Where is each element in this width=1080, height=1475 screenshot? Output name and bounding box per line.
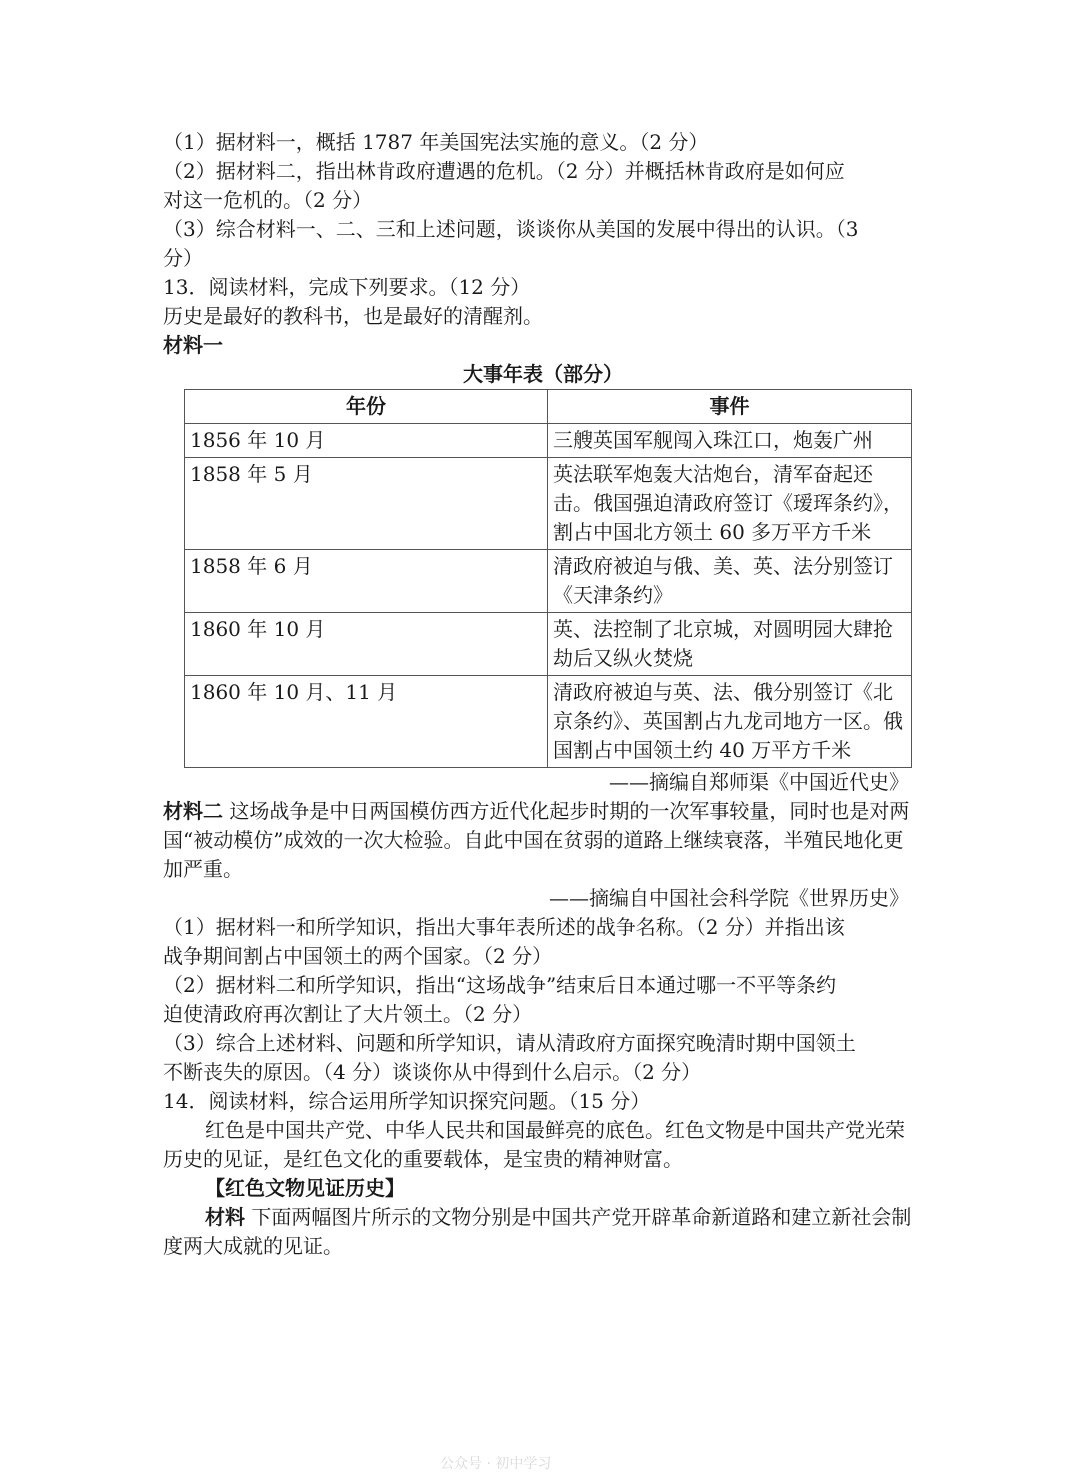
source-citation-1: ——摘编自郑师渠《中国近代史》 xyxy=(609,770,909,794)
table-header-year: 年份 xyxy=(185,390,548,424)
q13-intro: 历史是最好的教科书，也是最好的清醒剂。 xyxy=(163,304,543,328)
q13-question-line: 不断丧失的原因。（4 分）谈谈你从中得到什么启示。（2 分） xyxy=(163,1060,702,1084)
q14-intro: 红色是中国共产党、中华人民共和国最鲜亮的底色。红色文物是中国共产党光荣历史的见证，是红色文化的重要载体，是宝贵的精神财富。 xyxy=(163,1118,905,1171)
q12-line-4: （3）综合材料一、二、三和上述问题，谈谈你从美国的发展中得出的认识。（3 xyxy=(163,217,859,241)
table-cell-year: 1860 年 10 月 xyxy=(185,613,548,676)
table-row xyxy=(185,676,912,768)
q13-question-line: （2）据材料二和所学知识，指出“这场战争”结束后日本通过哪一不平等条约 xyxy=(163,973,837,997)
table-header-row xyxy=(185,390,912,424)
q13-question-line: 迫使清政府再次割让了大片领土。（2 分） xyxy=(163,1002,533,1026)
q13-question-line: （3）综合上述材料、问题和所学知识，请从清政府方面探究晚清时期中国领土 xyxy=(163,1031,856,1055)
table-cell-event: 三艘英国军舰闯入珠江口，炮轰广州 xyxy=(548,424,912,458)
material-2-text: 这场战争是中日两国模仿西方近代化起步时期的一次军事较量，同时也是对两国“被动模仿”成效的一次大检验。自此中国在贫弱的道路上继续衰落，半殖民地化更加严重。 xyxy=(163,799,910,881)
table-cell-event: 清政府被迫与英、法、俄分别签订《北京条约》、英国割占九龙司地方一区。俄国割占中国领土约 40 万平方千米 xyxy=(548,676,912,768)
q14-material xyxy=(163,1203,923,1261)
table-cell-event: 清政府被迫与俄、美、英、法分别签订《天津条约》 xyxy=(548,550,912,613)
q14-material-label: 材料 xyxy=(205,1205,245,1229)
q13-questions xyxy=(163,913,923,1087)
q12-line-2: （2）据材料二，指出林肯政府遭遇的危机。（2 分）并概括林肯政府是如何应 xyxy=(163,159,845,183)
q13-heading: 13．阅读材料，完成下列要求。（12 分） xyxy=(163,275,531,299)
material-2-label: 材料二 xyxy=(163,799,223,823)
q13-question-line: 战争期间割占中国领土的两个国家。（2 分） xyxy=(163,944,553,968)
material-1-label: 材料一 xyxy=(163,333,223,357)
table-row xyxy=(185,550,912,613)
events-table xyxy=(184,389,912,768)
table-row xyxy=(185,424,912,458)
table-title: 大事年表（部分） xyxy=(463,362,623,386)
source-citation-2: ——摘编自中国社会科学院《世界历史》 xyxy=(549,886,909,910)
table-cell-event: 英、法控制了北京城，对圆明园大肆抢劫后又纵火焚烧 xyxy=(548,613,912,676)
q14-material-text: 下面两幅图片所示的文物分别是中国共产党开辟革命新道路和建立新社会制度两大成就的见证。 xyxy=(163,1205,912,1258)
q12-questions xyxy=(163,128,923,273)
q13-question-line: （1）据材料一和所学知识，指出大事年表所述的战争名称。（2 分）并指出该 xyxy=(163,915,845,939)
material-2 xyxy=(163,797,923,884)
q14-intro-block xyxy=(163,1116,923,1174)
q12-line-3: 对这一危机的。（2 分） xyxy=(163,188,373,212)
footer-watermark: 公众号 · 初中学习 xyxy=(440,1456,552,1472)
table-cell-year: 1858 年 5 月 xyxy=(185,458,548,550)
table-header-event: 事件 xyxy=(548,390,912,424)
exam-page xyxy=(163,128,923,1261)
table-cell-year: 1860 年 10 月、11 月 xyxy=(185,676,548,768)
table-cell-year: 1856 年 10 月 xyxy=(185,424,548,458)
table-row xyxy=(185,613,912,676)
table-cell-year: 1858 年 6 月 xyxy=(185,550,548,613)
q12-line-1: （1）据材料一，概括 1787 年美国宪法实施的意义。（2 分） xyxy=(163,130,709,154)
table-cell-event: 英法联军炮轰大沽炮台，清军奋起还击。俄国强迫清政府签订《瑷珲条约》，割占中国北方领土 60 多万平方千米 xyxy=(548,458,912,550)
q12-line-5: 分） xyxy=(163,246,203,270)
table-row xyxy=(185,458,912,550)
q14-heading: 14．阅读材料，综合运用所学知识探究问题。（15 分） xyxy=(163,1089,651,1113)
q14-section-title: 【红色文物见证历史】 xyxy=(205,1176,405,1200)
